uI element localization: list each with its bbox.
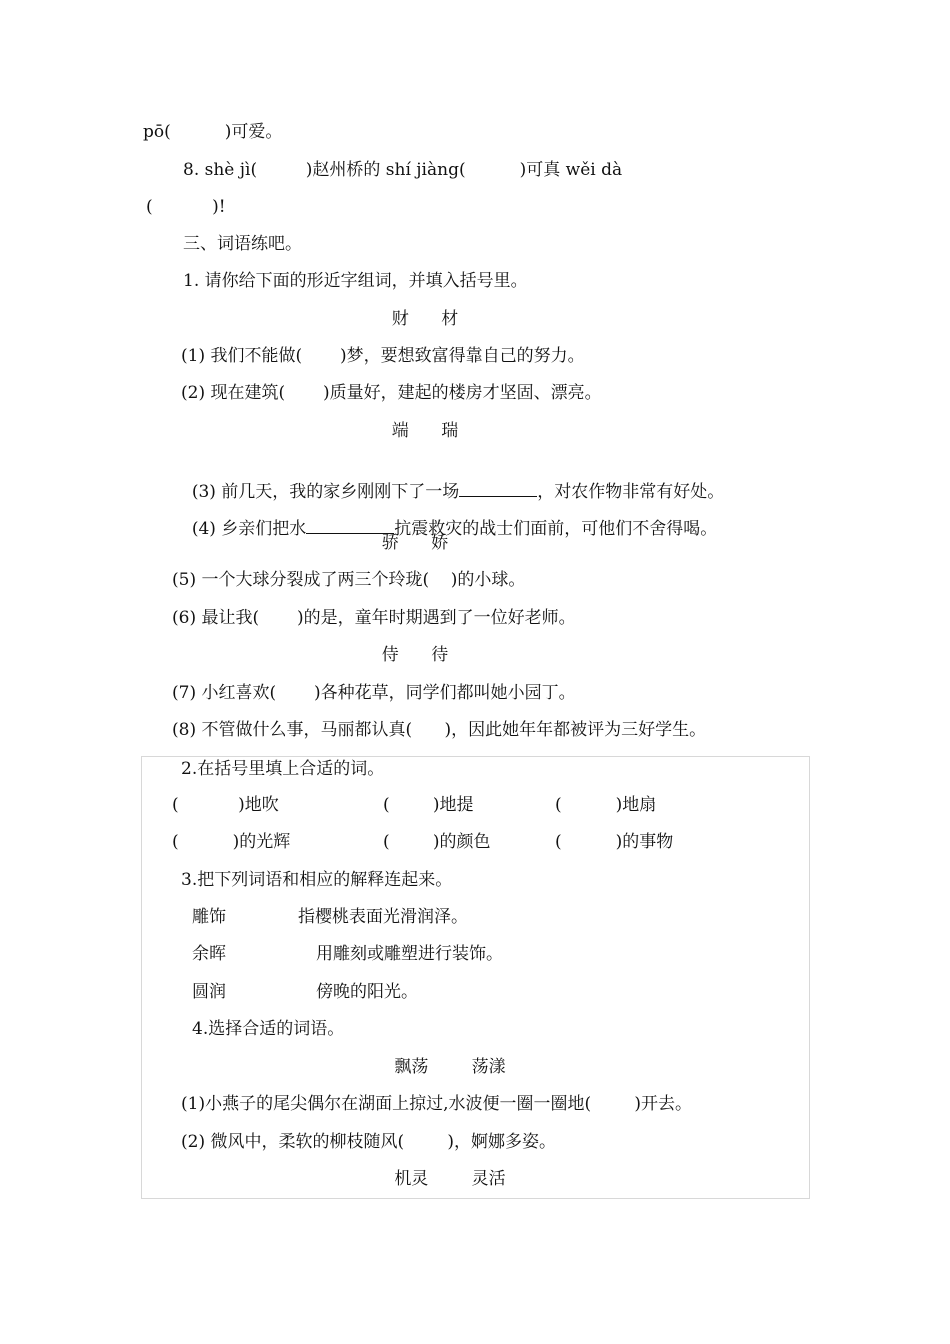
fill-de-yanse: ( )的颜色 [383,832,491,852]
word-pair-piaodang: 飘荡 荡漾 [394,1057,506,1077]
question-8-pinyin: 8. shè jì( )赵州桥的 shí jiàng( )可真 wěi dà [183,160,623,180]
definition-3[interactable]: 傍晚的阳光。 [316,982,418,1002]
definition-2[interactable]: 用雕刻或雕塑进行装饰。 [316,944,503,964]
fill-de-shiwu: ( )的事物 [555,832,674,852]
word-yuhui[interactable]: 余晖 [192,944,226,964]
char-pair-cai: 财 材 [391,309,459,329]
question-8-continued: ( )! [146,197,226,217]
word-diaoshi[interactable]: 雕饰 [192,907,226,927]
definition-1[interactable]: 指樱桃表面光滑润泽。 [298,907,468,927]
sentence-7: (7) 小红喜欢( )各种花草，同学们都叫她小园丁。 [172,683,576,703]
task-2-heading: 2.在括号里填上合适的词。 [181,759,385,779]
sentence-1: (1) 我们不能做( )梦，要想致富得靠自己的努力。 [181,346,585,366]
word-yuanrun[interactable]: 圆润 [192,982,226,1002]
sentence-2: (2) 现在建筑( )质量好，建起的楼房才坚固、漂亮。 [181,383,602,403]
sentence-3-start: (3) 前几天，我的家乡刚刚下了一场 [191,482,460,502]
fill-di-ti: ( )地提 [383,795,474,815]
fill-di-chui: ( )地吹 [172,795,279,815]
sentence-3-end: ，对农作物非常有好处。 [537,482,725,502]
section-3-heading: 三、词语练吧。 [183,234,302,254]
sentence-5: (5) 一个大球分裂成了两三个玲珑( )的小球。 [172,570,526,590]
char-pair-dai: 侍 待 [381,645,449,665]
task-3-heading: 3.把下列词语和相应的解释连起来。 [181,870,453,890]
sentence-4-end: 抗震救灾的战士们面前，可他们不舍得喝。 [394,519,718,539]
word-pair-jiling: 机灵 灵活 [394,1169,506,1189]
fill-de-guanghui: ( )的光辉 [172,832,291,852]
char-pair-jiao: 骄 娇 [381,533,449,553]
task-1-heading: 1. 请你给下面的形近字组词，并填入括号里。 [183,271,528,291]
sentence-4-1: (1)小燕子的尾尖偶尔在湖面上掠过,水波便一圈一圈地( )开去。 [181,1094,692,1114]
sentence-4-start: (4) 乡亲们把水 [191,519,307,539]
char-pair-duan: 端 瑞 [391,421,459,441]
pinyin-line-po: pō( )可爱。 [143,122,283,142]
task-4-heading: 4.选择合适的词语。 [192,1019,345,1039]
sentence-6: (6) 最让我( )的是，童年时期遇到了一位好老师。 [172,608,576,628]
fill-di-shan: ( )地扇 [555,795,657,815]
sentence-8: (8) 不管做什么事，马丽都认真( )，因此她年年都被评为三好学生。 [172,720,707,740]
sentence-4-2: (2) 微风中，柔软的柳枝随风( )，婀娜多姿。 [181,1132,556,1152]
